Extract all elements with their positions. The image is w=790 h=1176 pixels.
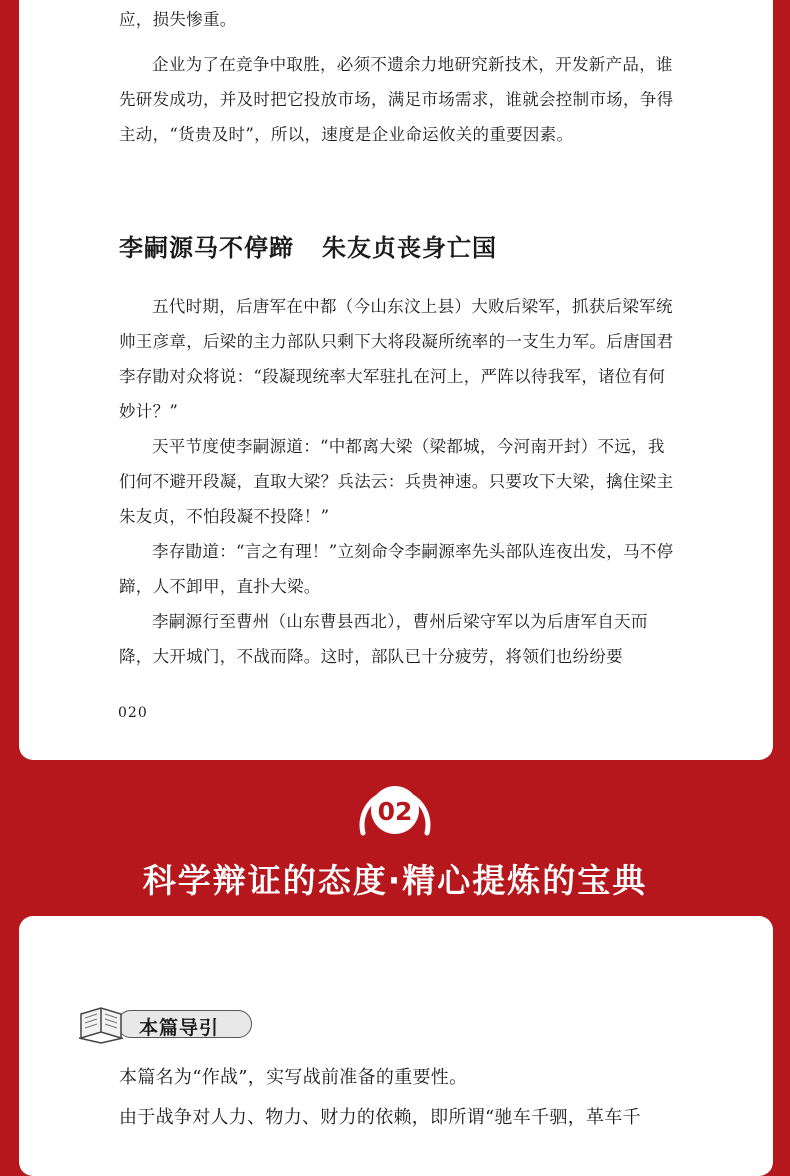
book-icon bbox=[77, 1004, 125, 1044]
paragraph-2: 天平节度使李嗣源道：“中都离大梁（梁都城，今河南开封）不远，我们何不避开段凝，直取大梁？兵法云：兵贵神速。只要攻下大梁，擒住梁主朱友贞，不怕段凝不投降！” bbox=[119, 437, 674, 526]
section-heading bbox=[119, 228, 497, 263]
section-badge bbox=[355, 778, 435, 848]
bottom-page-card bbox=[19, 916, 773, 1176]
guide-label: 本篇导引 bbox=[139, 1017, 220, 1039]
heading-right: 朱友贞丧身亡国 bbox=[322, 233, 497, 262]
page-number: 020 bbox=[118, 705, 148, 721]
top-page-card bbox=[19, 0, 773, 760]
paragraph-1: 五代时期，后唐军在中都（今山东汶上县）大败后梁军，抓获后梁军统帅王彦章，后梁的主力部队只剩下大将段凝所统率的一支生力军。后唐国君李存勖对众将说：“段凝现统率大军驻扎在河上，严阵以待我军，诸位有何妙计？” bbox=[119, 297, 674, 421]
badge-graphic bbox=[355, 778, 435, 848]
guide-tag bbox=[77, 1004, 237, 1042]
bottom-line-1: 本篇名为“作战”，实写战前准备的重要性。 bbox=[119, 1067, 468, 1088]
paragraph-enterprise: 企业为了在竞争中取胜，必须不遗余力地研究新技术，开发新产品，谁先研发成功，并及时把它投放市场，满足市场需求，谁就会控制市场，争得主动，“货贵及时”，所以，速度是企业命运攸关的重要因素。 bbox=[119, 55, 674, 144]
section-number: 02 bbox=[377, 797, 413, 826]
paragraph-4: 李嗣源行至曹州（山东曹县西北），曹州后梁守军以为后唐军自天而降，大开城门，不战而降。这时，部队已十分疲劳，将领们也纷纷要 bbox=[119, 612, 648, 666]
bottom-line-2: 由于战争对人力、物力、财力的依赖，即所谓“驰车千驷，革车千 bbox=[119, 1107, 641, 1128]
fragment-line: 应，损失惨重。 bbox=[119, 10, 237, 29]
paragraph-3: 李存勖道：“言之有理！”立刻命令李嗣源率先头部队连夜出发，马不停蹄，人不卸甲，直扑大梁。 bbox=[119, 542, 674, 596]
section-title: 科学辩证的态度·精心提炼的宝典 bbox=[142, 861, 648, 900]
heading-left: 李嗣源马不停蹄 bbox=[119, 233, 294, 262]
